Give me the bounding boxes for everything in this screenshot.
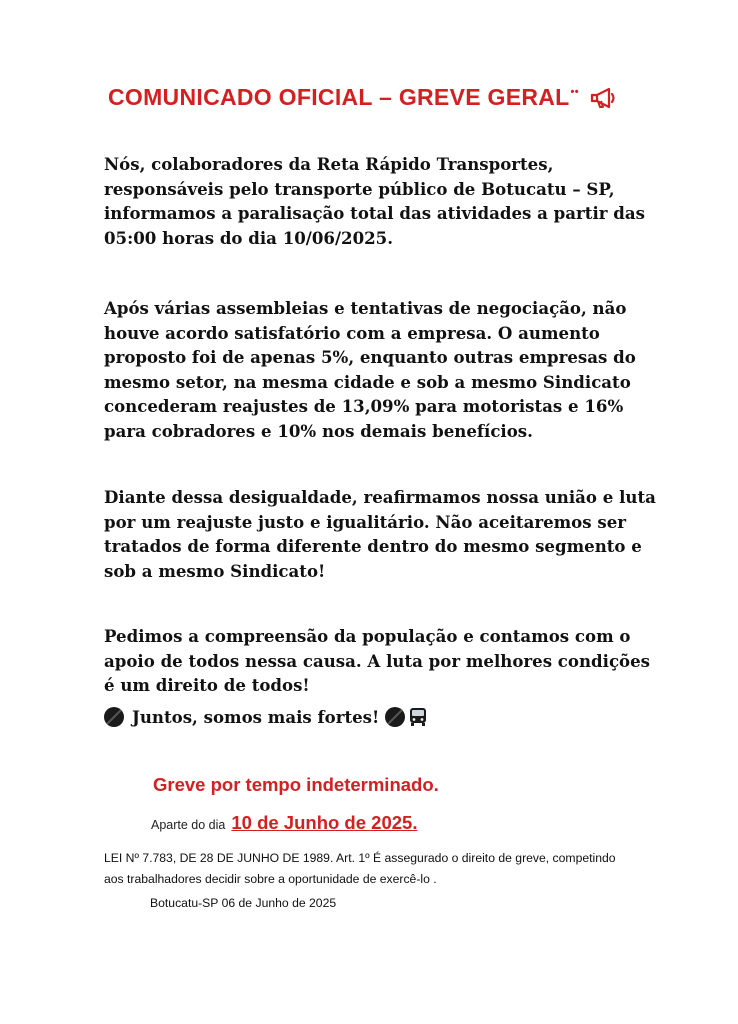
- prohibited-circle-icon: [385, 707, 405, 727]
- closing-line: [104, 706, 429, 728]
- start-label: Aparte do dia: [151, 818, 226, 832]
- prohibited-circle-icon: [104, 707, 124, 727]
- place-date: Botucatu-SP 06 de Junho de 2025: [150, 896, 337, 910]
- megaphone-icon: [589, 86, 619, 110]
- document-title: [108, 84, 619, 111]
- paragraph-union: Diante dessa desigualdade, reafirmamos nossa união e luta por um reajuste justo e igualitário. Não aceitaremos ser tratados de forma diferente dentro do mesmo segmento e sob a mesmo Sindicato!: [104, 487, 656, 581]
- title-marks: ••: [570, 85, 579, 98]
- bus-icon: [407, 706, 429, 728]
- strike-notice: Greve por tempo indeterminado.: [153, 774, 439, 795]
- paragraph-negotiation: Após várias assembleias e tentativas de negociação, não houve acordo satisfatório com a empresa. O aumento proposto foi de apenas 5%, enquanto outras empresas do mesmo setor, na mesma cidade e sob a mesmo Sindicato concederam reajustes de 13,09% para motoristas e 16% para cobradores e 10% nos demais benefícios.: [104, 298, 636, 441]
- paragraph-appeal: Pedimos a compreensão da população e contamos com o apoio de todos nessa causa. A luta por melhores condições é um direito de todos!: [104, 626, 651, 695]
- title-text: COMUNICADO OFICIAL – GREVE GERAL: [108, 84, 570, 110]
- start-date-line: [151, 812, 417, 834]
- law-citation: LEI Nº 7.783, DE 28 DE JUNHO DE 1989. Art. 1º É assegurado o direito de greve, competindo aos trabalhadores decidir sobre a oportunidade de exercê-lo .: [104, 851, 616, 886]
- closing-text: Juntos, somos mais fortes!: [132, 707, 380, 727]
- start-date: 10 de Junho de 2025.: [231, 812, 418, 833]
- paragraph-announcement: Nós, colaboradores da Reta Rápido Transportes, responsáveis pelo transporte público de Botucatu – SP, informamos a paralisação total das atividades a partir das 05:00 horas do dia 10/06/2025.: [104, 154, 645, 248]
